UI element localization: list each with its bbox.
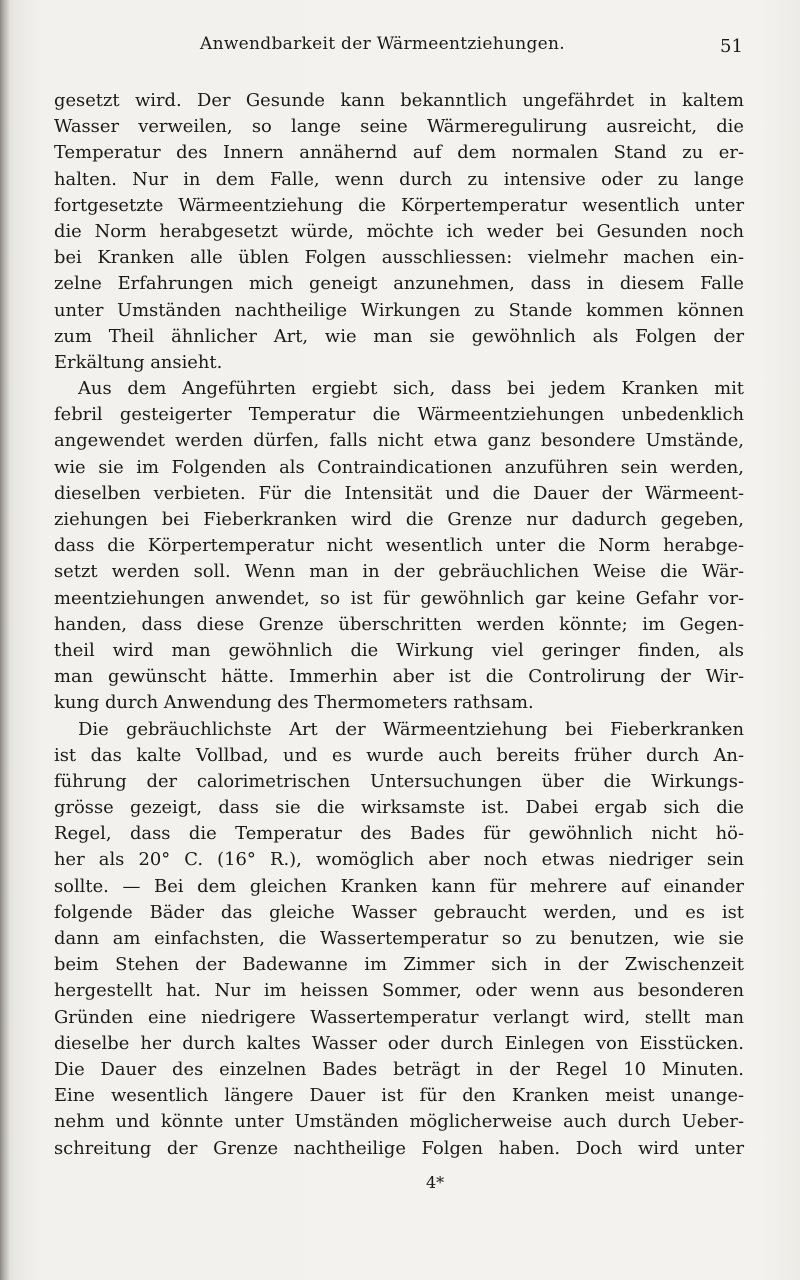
text-line: gesetzt wird. Der Gesunde kann bekanntlich ungefährdet in kaltem: [54, 90, 744, 111]
body-text: [54, 88, 744, 1162]
text-line: beim Stehen der Badewanne im Zimmer sich in der Zwischenzeit: [54, 954, 744, 976]
text-line: ziehungen bei Fieberkranken wird die Grenze nur dadurch gegeben,: [54, 509, 744, 530]
text-line: meentziehungen anwendet, so ist für gewöhnlich gar keine Gefahr vor-: [54, 587, 744, 609]
text-line: Die Dauer des einzelnen Bades beträgt in der Regel 10 Minuten.: [54, 1058, 744, 1080]
signature-mark: 4*: [426, 1173, 445, 1192]
text-line: führung der calorimetrischen Untersuchungen über die Wirkungs-: [54, 770, 744, 792]
running-title: Anwendbarkeit der Wärmeentziehungen.: [200, 34, 565, 54]
text-line: Gründen eine niedrigere Wassertemperatur verlangt wird, stellt man: [54, 1006, 744, 1028]
page-number: 51: [720, 36, 743, 57]
text-line: schreitung der Grenze nachtheilige Folgen haben. Doch wird unter: [54, 1137, 744, 1159]
text-line: nehm und könnte unter Umständen möglicherweise auch durch Ueber-: [54, 1111, 744, 1133]
text-line: ist das kalte Vollbad, und es wurde auch bereits früher durch An-: [54, 744, 744, 766]
text-line: Temperatur des Innern annähernd auf dem normalen Stand zu er-: [54, 142, 744, 164]
text-line: her als 20° C. (16° R.), womöglich aber noch etwas niedriger sein: [54, 849, 744, 871]
text-line: bei Kranken alle üblen Folgen ausschliessen: vielmehr machen ein-: [54, 247, 744, 269]
text-line: dann am einfachsten, die Wassertemperatur so zu benutzen, wie sie: [54, 928, 744, 949]
text-line: unter Umständen nachtheilige Wirkungen zu Stande kommen können: [54, 299, 744, 321]
text-line: angewendet werden dürfen, falls nicht etwa ganz besondere Umstände,: [54, 430, 744, 452]
text-line: sollte. — Bei dem gleichen Kranken kann für mehrere auf einander: [54, 875, 744, 897]
text-line: dieselben verbieten. Für die Intensität und die Dauer der Wärmeent-: [54, 482, 744, 504]
paragraph-start-line: Die gebräuchlichste Art der Wärmeentziehung bei Fieberkranken: [78, 718, 744, 740]
text-line: Erkältung ansieht.: [54, 351, 223, 373]
text-line: man gewünscht hätte. Immerhin aber ist die Controlirung der Wir-: [54, 666, 744, 688]
text-line: halten. Nur in dem Falle, wenn durch zu intensive oder zu lange: [54, 168, 744, 190]
text-line: handen, dass diese Grenze überschritten werden könnte; im Gegen-: [54, 613, 744, 635]
text-line: zelne Erfahrungen mich geneigt anzunehmen, dass in diesem Falle: [54, 273, 744, 295]
paragraph-start-line: Aus dem Angeführten ergiebt sich, dass bei jedem Kranken mit: [78, 378, 744, 400]
text-line: hergestellt hat. Nur im heissen Sommer, oder wenn aus besonderen: [54, 980, 744, 1002]
text-line: fortgesetzte Wärmeentziehung die Körpertemperatur wesentlich unter: [54, 194, 744, 216]
text-line: setzt werden soll. Wenn man in der gebräuchlichen Weise die Wär-: [54, 561, 744, 583]
text-line: wie sie im Folgenden als Contraindicationen anzuführen sein werden,: [54, 456, 744, 478]
text-line: folgende Bäder das gleiche Wasser gebraucht werden, und es ist: [54, 901, 744, 923]
text-line: Wasser verweilen, so lange seine Wärmeregulirung ausreicht, die: [54, 116, 744, 138]
page-header: [0, 34, 800, 64]
text-line: theil wird man gewöhnlich die Wirkung viel geringer finden, als: [54, 639, 744, 661]
text-line: Regel, dass die Temperatur des Bades für gewöhnlich nicht hö-: [54, 823, 744, 845]
text-line: Eine wesentlich längere Dauer ist für den Kranken meist unange-: [54, 1085, 744, 1107]
text-line: dieselbe her durch kaltes Wasser oder durch Einlegen von Eisstücken.: [54, 1032, 744, 1054]
text-line: febril gesteigerter Temperatur die Wärmeentziehungen unbedenklich: [54, 404, 744, 426]
binding-shadow: [0, 0, 10, 1280]
text-line: dass die Körpertemperatur nicht wesentlich unter die Norm herabge-: [54, 535, 744, 557]
text-line: grösse gezeigt, dass sie die wirksamste ist. Dabei ergab sich die: [54, 797, 744, 819]
text-line: die Norm herabgesetzt würde, möchte ich weder bei Gesunden noch: [54, 220, 744, 242]
text-line: zum Theil ähnlicher Art, wie man sie gewöhnlich als Folgen der: [54, 325, 744, 347]
text-line: kung durch Anwendung des Thermometers rathsam.: [54, 692, 534, 714]
